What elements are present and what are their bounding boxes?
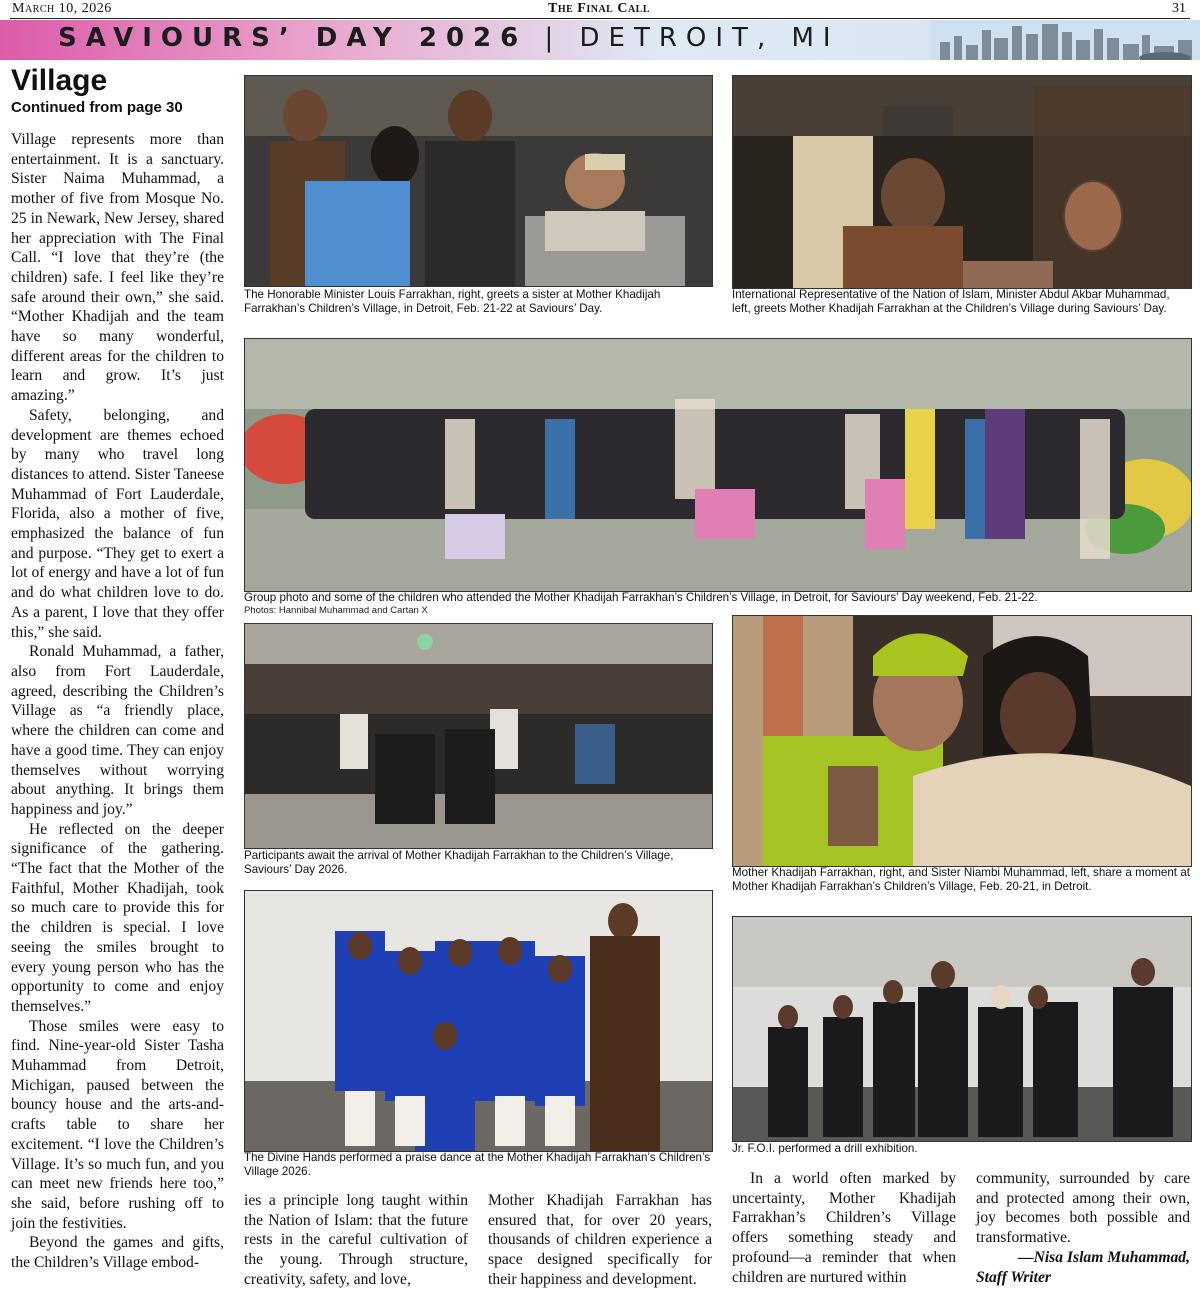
paragraph: Safety, belonging, and development are themes echoed by many who travel long distances to attend. Sister Taneese Muhammad of Fort Lauderdale, Florida, also a mother of five, emphasized the balance of fun and purpose. “They get to exert a lot of energy and have a lot of fun and do what children love to do. As a parent, I love that they offer this,” she said.: [11, 406, 224, 641]
paragraph: Beyond the games and gifts, the Children’s Village embod-: [11, 1234, 224, 1272]
article-column-5: [976, 1169, 1190, 1287]
photo-farrakhan-greeting: [244, 75, 713, 287]
continued-from: Continued from page 30: [11, 99, 183, 116]
photo-caption: International Representative of the Nation of Islam, Minister Abdul Akbar Muhammad, left, greets Mother Khadijah Farrakhan at the Children’s Village during Saviours’ Day.: [732, 288, 1170, 315]
paragraph: Village represents more than entertainment. It is a sanctuary. Sister Naima Muhammad, a mother of five from Mosque No. 25 in Newark, New Jersey, shared her appreciation with The Final Call. “I love that they’re (the children) safe. I feel like they’re safe around their own,” she said. “Mother Khadijah and the team have so many wonderful, different areas for the children to learn and grow. It’s just amazing.”: [11, 131, 224, 405]
article-column-3: [488, 1191, 712, 1290]
photo-caption: The Honorable Minister Louis Farrakhan, right, greets a sister at Mother Khadijah Farrakhan’s Children’s Village, in Detroit, Feb. 21-22 at Saviours’ Day.: [244, 288, 661, 315]
paragraph: Ronald Muhammad, a father, also from Fort Lauderdale, agreed, describing the Children’s Village as “a friendly place, where the children can come and have a good time. They can enjoy themselves without worrying about anything. It brings them happiness and joy.”: [11, 643, 224, 818]
paragraph: Those smiles were easy to find. Nine-year-old Sister Tasha Muhammad from Detroit, Michigan, paused between the bouncy house and the arts-and-crafts table to share her excitement. “I love the Children’s Village. It’s so much fun, and you can meet new friends here too,” she said, before rushing off to join the festivities.: [11, 1017, 224, 1232]
banner-separator: |: [544, 23, 563, 53]
photo-caption: Mother Khadijah Farrakhan, right, and Sister Niambi Muhammad, left, share a moment at Mother Khadijah Farrakhan’s Children’s Village, Feb. 20-21, in Detroit.: [732, 866, 1190, 893]
photo-caption: Participants await the arrival of Mother Khadijah Farrakhan to the Children’s Village, Saviours’ Day 2026.: [244, 849, 674, 876]
section-banner: [0, 20, 1200, 60]
paragraph: Mother Khadijah Farrakhan has ensured that, for over 20 years, thousands of children experience a space designed specifically for their happiness and development.: [488, 1192, 712, 1288]
paragraph: community, surrounded by care and protected among their own, joy becomes both possible and transformative.: [976, 1170, 1190, 1247]
paragraph: In a world often marked by uncertainty, Mother Khadijah Farrakhan’s Children’s Village offers something steady and profound—a reminder that when children are nurtured within: [732, 1170, 956, 1286]
photo-khadijah-niambi: [732, 615, 1192, 867]
article-column-4: [732, 1169, 956, 1287]
detroit-skyline-image: [930, 20, 1200, 60]
photo-credit: Photos: Hannibal Muhammad and Cartan X: [244, 605, 428, 616]
article-column-2: [244, 1191, 468, 1290]
photo-abdul-akbar-greeting: [732, 75, 1192, 289]
page-number: 31: [1172, 1, 1186, 16]
byline-name: —Nisa Islam Muhammad,: [1017, 1248, 1190, 1266]
banner-location: DETROIT, MI: [579, 23, 840, 53]
article-column-1: [11, 130, 224, 1273]
photo-caption: Group photo and some of the children who attended the Mother Khadijah Farrakhan’s Children’s Village, in Detroit, for Saviours’ Day weekend, Feb. 21-22.: [244, 591, 1038, 604]
photo-caption: The Divine Hands performed a praise dance at the Mother Khadijah Farrakhan’s Children’s Village 2026.: [244, 1151, 711, 1178]
byline-title: Staff Writer: [976, 1268, 1051, 1286]
paragraph: ies a principle long taught within the Nation of Islam: that the future rests in the careful cultivation of the young. Through structure, creativity, safety, and love,: [244, 1192, 468, 1288]
article-headline: Village: [11, 64, 108, 97]
photo-divine-hands: [244, 890, 713, 1152]
photo-jr-foi-drill: [732, 916, 1192, 1142]
paragraph: He reflected on the deeper significance of the gathering. “The fact that the Mother of the Faithful, Mother Khadijah, took so much care to provide this for the children is special. I love seeing the smiles brought to every young person who has the opportunity to come and enjoy themselves.”: [11, 820, 224, 1015]
banner-title: [58, 23, 840, 53]
banner-event: SAVIOURS’ DAY 2026: [58, 23, 528, 53]
photo-group-children: [244, 338, 1192, 592]
photo-participants-waiting: [244, 623, 713, 849]
publication-name: The Final Call: [548, 1, 651, 16]
issue-date: March 10, 2026: [12, 1, 112, 16]
photo-caption: Jr. F.O.I. performed a drill exhibition.: [732, 1142, 918, 1155]
